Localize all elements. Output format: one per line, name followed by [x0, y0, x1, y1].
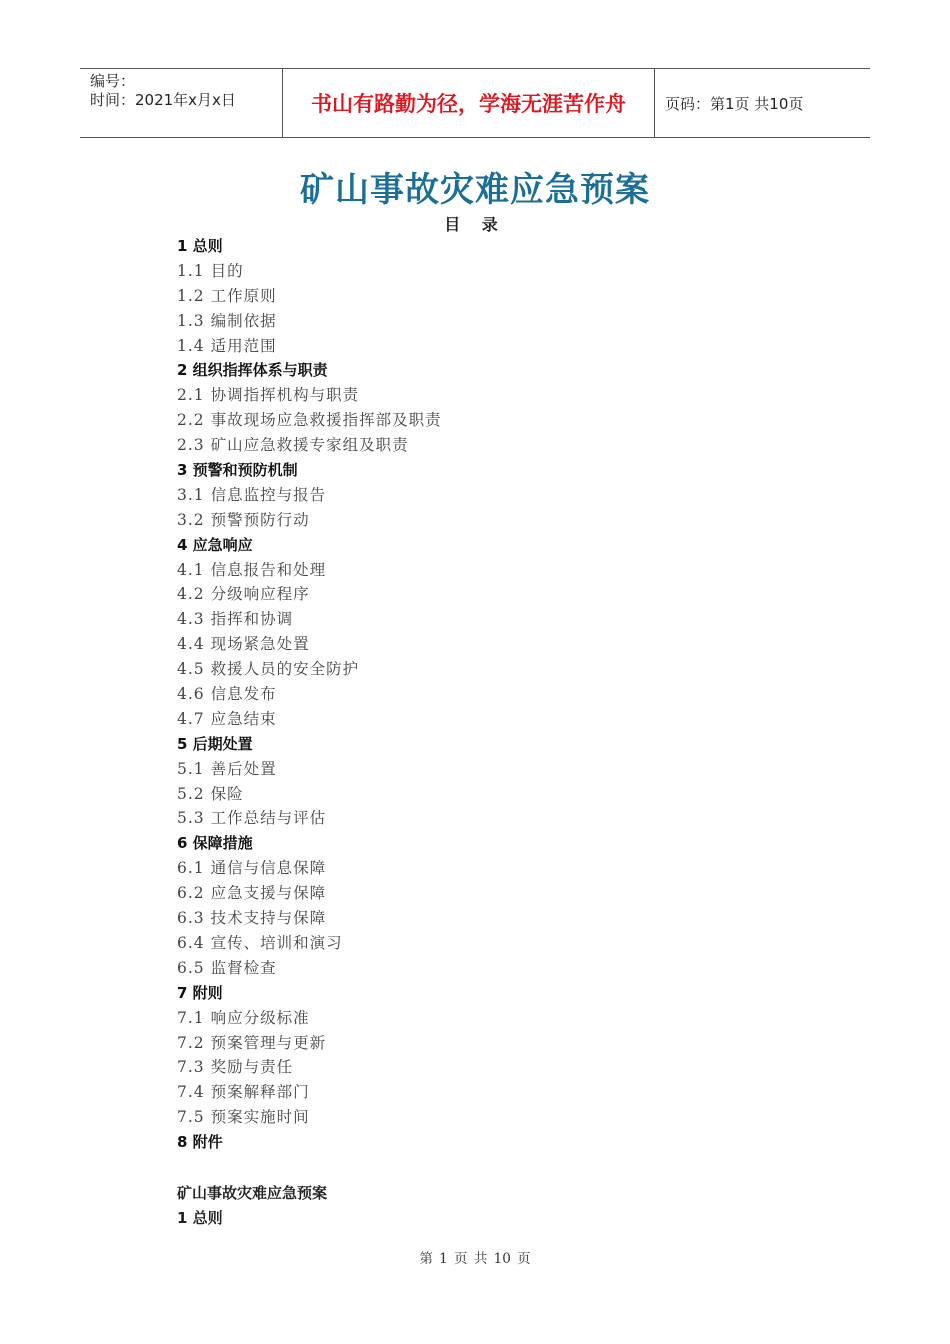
document-title: 矿山事故灾难应急预案 [300, 170, 650, 210]
toc-subsection-item: 2.1 协调指挥机构与职责 [177, 386, 360, 405]
toc-subsection-item: 6.2 应急支援与保障 [177, 884, 327, 903]
toc-section-heading: 4 应急响应 [177, 535, 253, 554]
document-time-label: 时间：2021年x月x日 [90, 91, 236, 109]
toc-subsection-item: 4.2 分级响应程序 [177, 585, 310, 604]
body-title: 矿山事故灾难应急预案 [177, 1184, 328, 1202]
toc-subsection-item: 7.1 响应分级标准 [177, 1008, 310, 1027]
page-footer: 第 1 页 共 10 页 [419, 1251, 531, 1267]
toc-subsection-item: 4.4 现场紧急处置 [177, 635, 310, 654]
toc-subsection-item: 7.4 预案解释部门 [177, 1083, 310, 1102]
toc-subsection-item: 4.3 指挥和协调 [177, 610, 294, 629]
toc-subsection-item: 6.4 宣传、培训和演习 [177, 933, 343, 952]
toc-section-heading: 5 后期处置 [177, 734, 253, 753]
toc-subsection-item: 6.3 技术支持与保障 [177, 909, 327, 928]
table-of-contents [177, 234, 777, 1155]
toc-subsection-item: 7.2 预案管理与更新 [177, 1033, 327, 1052]
toc-subsection-item: 6.5 监督检查 [177, 958, 277, 977]
toc-subsection-item: 4.1 信息报告和处理 [177, 560, 327, 579]
toc-section-heading: 3 预警和预防机制 [177, 461, 298, 480]
toc-subsection-item: 1.4 适用范围 [177, 336, 277, 355]
toc-subsection-item: 5.2 保险 [177, 784, 244, 803]
toc-subsection-item: 3.1 信息监控与报告 [177, 485, 327, 504]
toc-subsection-item: 5.3 工作总结与评估 [177, 809, 327, 828]
page-header [80, 68, 870, 138]
toc-subsection-item: 1.3 编制依据 [177, 311, 277, 330]
toc-subsection-item: 4.6 信息发布 [177, 685, 277, 704]
body-section-heading: 1 总则 [177, 1209, 223, 1227]
toc-subsection-item: 7.5 预案实施时间 [177, 1108, 310, 1127]
toc-section-heading: 2 组织指挥体系与职责 [177, 361, 328, 380]
toc-subsection-item: 4.7 应急结束 [177, 709, 277, 728]
toc-section-heading: 7 附则 [177, 983, 223, 1002]
toc-subsection-item: 3.2 预警预防行动 [177, 510, 310, 529]
header-page-info: 页码：第1页 共10页 [665, 94, 804, 113]
toc-subsection-item: 5.1 善后处置 [177, 759, 277, 778]
toc-section-heading: 8 附件 [177, 1133, 223, 1152]
toc-subsection-item: 2.3 矿山应急救援专家组及职责 [177, 436, 409, 455]
header-motto: 书山有路勤为径，学海无涯苦作舟 [282, 69, 655, 137]
toc-subsection-item: 1.1 目的 [177, 261, 244, 280]
toc-subsection-item: 4.5 救援人员的安全防护 [177, 660, 360, 679]
toc-section-heading: 1 总则 [177, 237, 223, 255]
toc-section-heading: 6 保障措施 [177, 834, 253, 853]
toc-subsection-item: 6.1 通信与信息保障 [177, 859, 327, 878]
header-meta [80, 69, 282, 137]
document-number-label: 编号： [90, 72, 136, 90]
toc-subsection-item: 7.3 奖励与责任 [177, 1058, 294, 1077]
toc-subsection-item: 1.2 工作原则 [177, 286, 277, 305]
toc-heading: 目 录 [444, 215, 506, 234]
toc-subsection-item: 2.2 事故现场应急救援指挥部及职责 [177, 411, 442, 430]
